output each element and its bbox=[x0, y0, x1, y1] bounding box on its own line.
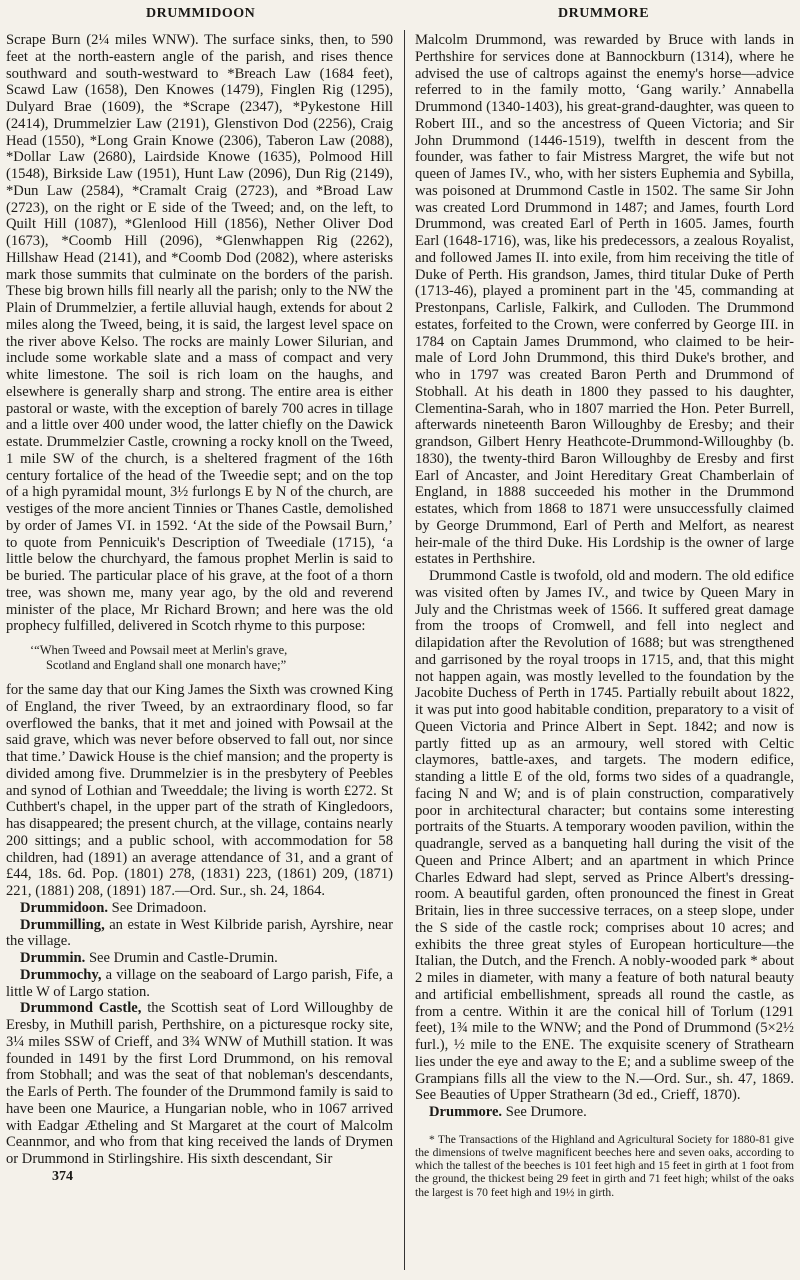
entry-drummond-castle bbox=[6, 1000, 393, 1168]
running-head-right: DRUMMORE bbox=[558, 6, 650, 21]
entry-drummore bbox=[415, 1104, 794, 1121]
entry-text: a village on the seaboard of Largo parish, Fife, a little W of Largo station. bbox=[6, 966, 393, 1000]
drummelzier-continuation: Scrape Burn (2¼ miles WNW). The surface sinks, then, to 590 feet at the north-eastern angle of the parish, and rises thence southward and south-westward to *Breach Law (1684 feet), Scawd Law (1658), Den Knowes (1479), Finglen Rig (1295), Dulyard Brae (1609), the *Scrape (2347), *Pykestone Hill (2414), Drummelzier Law (2191), Glenstivon Dod (2256), Craig Head (1550), *Long Grain Knowe (2306), Taberon Law (2088), *Dollar Law (2680), Lairdside Knowe (1635), Polmood Hill (1548), Birkside Law (1951), Hunt Law (2096), Dun Rig (2149), *Dun Law (2584), *Cramalt Craig (2723), and *Broad Law (2723), on the right or E side of the Tweed; and, on the left, to Quilt Hill (1087), *Glenlood Hill (1856), Nether Oliver Dod (1673), *Coomb Hill (2096), *Glenwhappen Rig (2262), Hillshaw Head (2141), and *Coomb Dod (2082), where asterisks mark those summits that culminate on the borders of the parish. These big brown hills fill nearly all the parish; only to the NW the Plain of Drummelzier, a fertile alluvial haugh, extends for about 2 miles along the Tweed, being, it is said, the largest level space on the river above Kelso. The rocks are mainly Lower Silurian, and include some workable slate and a mass of compact and very white limestone. The soil is rich loam on the haughs, and elsewhere is generally sharp and strong. The entire area is either pastoral or waste, with the exception of barely 700 acres in tillage and a little over 400 under wood, the latter chiefly on the Dawick estate. Drummelzier Castle, crowning a rocky knoll on the Tweed, 1 mile SW of the church, is a sheltered fragment of the 16th century fortalice of the head of the Tweedie sept; and on the top of a high pyramidal mount, 3½ furlongs E by N of the church, are vestiges of the more ancient Tinnies or Thanes Castle, demolished by order of James VI. in 1592. ‘At the side of the Powsail Burn,’ to quote from Pennicuik's Description of Tweediale (1715), ‘a little below the churchyard, the famous prophet Merlin is said to be buried. The particular place of his grave, at the foot of a thorn tree, was shown me, many year ago, by the old and reverend minister of the place, Mr Richard Brown; and here was the old prophecy fulfilled, delivered in Scotch rhyme to this purpose: bbox=[6, 32, 393, 635]
entry-drummilling bbox=[6, 917, 393, 951]
drummelzier-conclusion: for the same day that our King James the Sixth was crowned King of England, the river Tweed, by an extraordinary flood, so far overflowed the banks, that it met and joined with Powsail at the said grave, which was never before observed to fall out, nor since that time.’ Dawick House is the chief mansion; and the property is divided among five. Drummelzier is in the presbytery of Peebles and synod of Lothian and Tweeddale; the living is worth £272. St Cuthbert's chapel, in the upper part of the strath of Kingledoors, has disappeared; the present church, at the village, contains nearly 200 sittings; and a public school, with accommodation for 58 children, had (1891) an average attendance of 31, and a grant of £44, 18s. 6d. Pop. (1801) 278, (1831) 223, (1861) 209, (1871) 221, (1881) 208, (1891) 187.—Ord. Sur., sh. 24, 1864. bbox=[6, 682, 393, 899]
left-column bbox=[6, 32, 393, 1186]
rhyme-line-2: Scotland and England shall one monarch have;” bbox=[46, 657, 287, 672]
headword: Drummochy, bbox=[20, 966, 102, 983]
rhyme-line-1: ‘“When Tweed and Powsail meet at Merlin's grave, bbox=[30, 643, 288, 657]
entry-text: the Scottish seat of Lord Willoughby de Eresby, in Muthill parish, Perthshire, on a picturesque rocky site, 3¼ miles SSW of Crieff, and 3¾ WNW of Muthill station. It was founded in 1491 by the first Lord Drummond, on his removal from Stobhall; and was the seat of that nobleman's descendants, the Earls of Perth. The founder of the Drummond family is said to have been one Maurice, a Hungarian noble, who in 1067 arrived with Eadgar Ætheling and St Margaret at the court of Malcolm Ceannmor, and who from that king received the lands of Drymen or Drummond in Stirlingshire. His sixth descendant, Sir bbox=[6, 1000, 393, 1167]
entry-drummochy bbox=[6, 967, 393, 1001]
entry-text: See Drumore. bbox=[505, 1104, 587, 1120]
merlin-rhyme bbox=[30, 643, 393, 672]
entry-text: See Drimadoon. bbox=[111, 899, 207, 916]
headword: Drummond Castle, bbox=[20, 1000, 142, 1017]
headword: Drummilling, bbox=[20, 916, 105, 933]
entry-drummidoon bbox=[6, 900, 393, 917]
headword: Drummore. bbox=[429, 1104, 503, 1120]
running-head-left: DRUMMIDOON bbox=[146, 6, 256, 21]
entry-text: an estate in West Kilbride parish, Ayrshire, near the village. bbox=[6, 916, 393, 950]
page-number: 374 bbox=[52, 1168, 73, 1184]
drummond-castle-description: Drummond Castle is twofold, old and modern. The old edifice was visited often by James IV., and twice by Queen Mary in July and the Christmas week of 1566. It suffered great damage from the troops of Cromwell, and fell into neglect and dilapidation after the Revolution of 1688; but was strengthened and garrisoned by the royal troops in 1715, and, that this might not happen again, was mostly levelled to the foundation by the Jacobite Duchess of Perth in 1745. Partially rebuilt about 1822, it was put into good habitable condition, preparatory to a visit of Queen Victoria and Prince Albert in Sept. 1842; and now is partly fitted up as an armoury, well stored with Celtic claymores, battle-axes, and targets. The modern edifice, standing a little E of the old, forms two sides of a quadrangle, facing N and W; and is of plain construction, comparatively poor in architectural character; but contains some interesting portraits of the Stuarts. A temporary wooden pavilion, within the quadrangle, served as a banqueting hall during the visit of the Queen and Prince Albert; and an apartment in which Prince Charles Edward had slept, served as Prince Albert's dressing-room. A beautiful garden, often pronounced the finest in Great Britain, lies in three successive terraces, on a steep slope, under the S side of the castle rock; comprises about 10 acres; and exhibits the three great styles of European horticulture—the Italian, the Dutch, and the French. A nobly-wooded park * about 2 miles in diameter, with many a feature of both natural beauty and artificial embellishment, spreads all round the castle, as from a centre. Within it are the conical hill of Torlum (1291 feet), 1¾ mile to the WNW; and the Pond of Drummond (5×2½ furl.), ½ mile to the ENE. The exquisite scenery of Strathearn lies under the eye and away to the E; and a sublime sweep of the Grampians fills all the view to the N.—Ord. Sur., sh. 47, 1869. See Beauties of Upper Strathearn (3d ed., Crieff, 1870). bbox=[415, 568, 794, 1104]
headword: Drummin. bbox=[20, 950, 86, 966]
entry-drummin bbox=[6, 950, 393, 967]
column-divider bbox=[404, 30, 405, 1270]
entry-text: See Drumin and Castle-Drumin. bbox=[88, 950, 278, 966]
headword: Drummidoon. bbox=[20, 899, 108, 916]
drummond-family-history: Malcolm Drummond, was rewarded by Bruce with lands in Perthshire for services done at Bannockburn (1314), where he advised the use of caltrops against the enemy's horse—advice referred to in the family motto, ‘Gang warily.’ Annabella Drummond (1340-1403), his great-grand-daughter, was queen to Robert III., and so the ancestress of Queen Victoria; and Sir John Drummond (1446-1519), twelfth in descent from the founder, was father to fair Mistress Margret, the wife but not queen of James IV., who, with her sisters Euphemia and Sybilla, was poisoned at Drummond Castle in 1502. The same Sir John was created Lord Drummond in 1487; and James, fourth Lord Drummond, was created Earl of Perth in 1605. James, fourth Earl (1648-1716), was, like his predecessors, a zealous Royalist, and followed James II. into exile, from him receiving the title of Duke of Perth. His grandson, James, third titular Duke of Perth (1713-46), played a prominent part in the '45, commanding at Prestonpans, Carlisle, Falkirk, and Culloden. The Drummond estates, forfeited to the Crown, were conferred by George III. in 1784 on Captain James Drummond, who claimed to be heir-male of Lord John Drummond, this third Duke's brother, and who in 1797 was created Baron Perth and Drummond of Stobhall. At his death in 1800 they passed to his daughter, Clementina-Sarah, who in 1807 married the Hon. Peter Burrell, afterwards nineteenth Baron Willoughby de Eresby; and their grandson, Gilbert Henry Heathcote-Drummond-Willoughby (b. 1830), the twenty-third Baron Willoughby de Eresby and first Earl of Ancaster, and Joint Hereditary Great Chamberlain of England, in 1888 succeeded his mother in the Drummond estates, which from 1868 to 1871 were unsuccessfully claimed by George Drummond, Earl of Perth and Melfort, as nearest heir-male of the third Duke. His Lordship is the owner of large estates in Perthshire. bbox=[415, 32, 794, 568]
footnote: * The Transactions of the Highland and Agricultural Society for 1880-81 give the dimensions of twelve magnificent beeches here and seven oaks, according to which the tallest of the beeches is 101 feet high and 15 feet in girth at 1 foot from the ground, the thickest being 29 feet in girth and 71 feet high; whilst of the oaks the largest is 70 feet high and 19½ in girth. bbox=[415, 1132, 794, 1199]
right-column bbox=[415, 32, 794, 1199]
